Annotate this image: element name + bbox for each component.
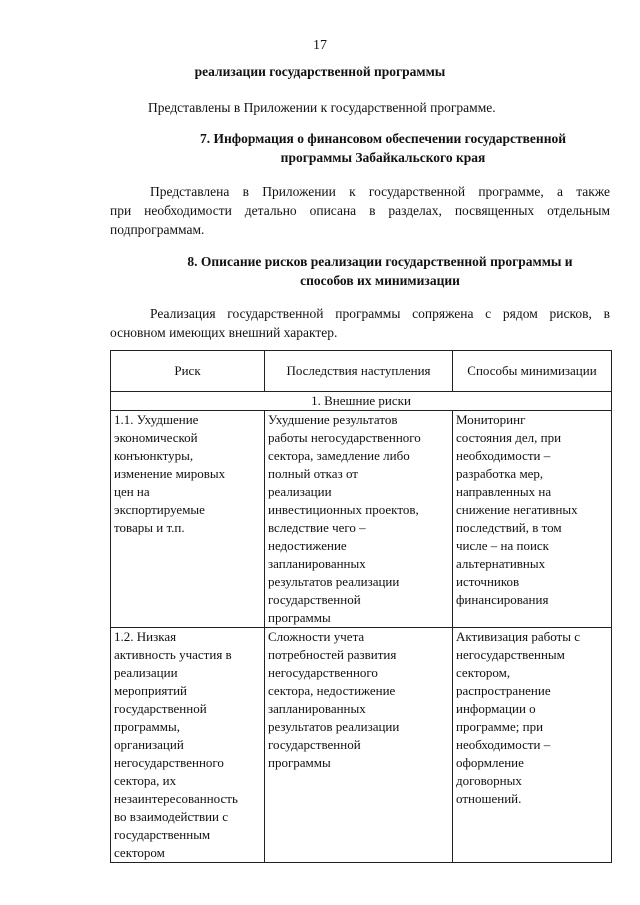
table-header-row	[111, 351, 612, 392]
section8-paragraph	[110, 304, 610, 342]
section7-heading-line2: программы Забайкальского края	[280, 150, 486, 165]
section8-text-line1: Реализация государственной программы сопряжена с рядом рисков, в	[150, 306, 610, 321]
section7-text-line1: Представлена в Приложении к государственной программе, а также	[150, 184, 610, 199]
section8-heading	[130, 252, 630, 290]
risk-cell: 1.2. Низкая активность участия в реализации мероприятий государственной программы, организаций негосударственного сектора, их незаинтересованность во взаимодействии с государственным сектором	[111, 628, 265, 863]
section7-text-line3: подпрограммам.	[110, 222, 205, 237]
section7-text-line2: при необходимости детально описана в разделах, посвященных отдельным	[110, 203, 610, 218]
section-tail-heading: реализации государственной программы	[194, 64, 446, 79]
section8-heading-line2: способов их минимизации	[300, 273, 460, 288]
table-row	[111, 628, 612, 863]
table-row	[111, 411, 612, 628]
page-number: 17	[313, 38, 327, 53]
group-row	[111, 392, 612, 411]
consequences-cell: Сложности учета потребностей развития негосударственного сектора, недостижение запланированных результатов реализации государственной программы	[265, 628, 453, 863]
header-mitigation: Способы минимизации	[453, 351, 612, 392]
section8-heading-line1: 8. Описание рисков реализации государственной программы и	[187, 254, 573, 269]
section7-paragraph	[110, 182, 610, 239]
header-risk: Риск	[111, 351, 265, 392]
section-tail-text: Представлены в Приложении к государственной программе.	[148, 100, 496, 115]
header-consequences: Последствия наступления	[265, 351, 453, 392]
group-title: 1. Внешние риски	[111, 392, 612, 411]
mitigation-cell: Активизация работы с негосударственным сектором, распространение информации о программе; при необходимости – оформление договорных отношений.	[453, 628, 612, 863]
section8-text-line2: основном имеющих внешний характер.	[110, 325, 338, 340]
mitigation-cell: Мониторинг состояния дел, при необходимости – разработка мер, направленных на снижение негативных последствий, в том числе – на поиск альтернативных источников финансирования	[453, 411, 612, 628]
section7-heading	[148, 129, 618, 167]
risk-table	[110, 350, 612, 863]
consequences-cell: Ухудшение результатов работы негосударственного сектора, замедление либо полный отказ от реализации инвестиционных проектов, вследствие чего – недостижение запланированных результатов реализации государственной программы	[265, 411, 453, 628]
section7-heading-line1: 7. Информация о финансовом обеспечении государственной	[199, 131, 567, 146]
risk-cell: 1.1. Ухудшение экономической конъюнктуры, изменение мировых цен на экспортируемые товары и т.п.	[111, 411, 265, 628]
